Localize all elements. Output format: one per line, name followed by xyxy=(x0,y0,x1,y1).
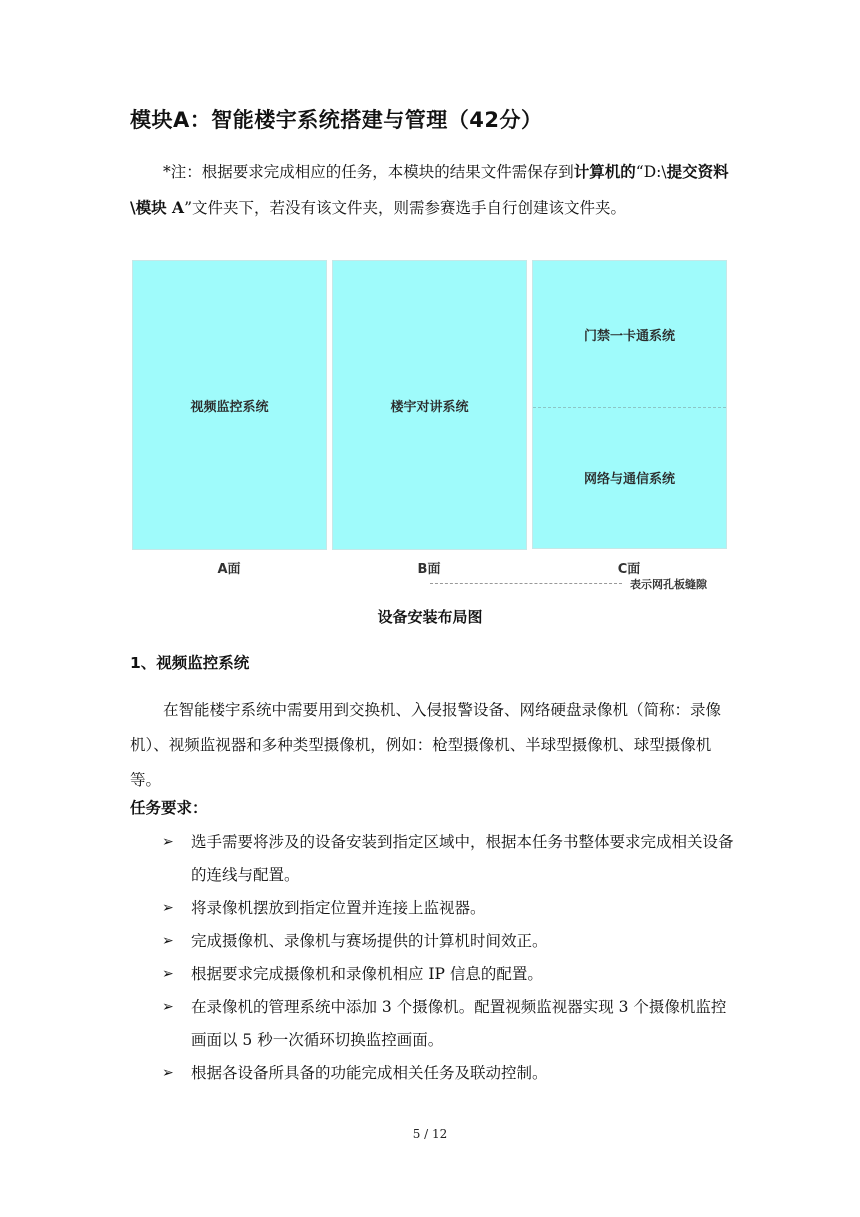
panel-b-label: 楼宇对讲系统 xyxy=(390,399,469,415)
list-item-text: 根据各设备所具备的功能完成相关任务及联动控制。 xyxy=(191,1064,548,1082)
legend-label: 表示网孔板缝隙 xyxy=(630,578,707,591)
list-item xyxy=(130,826,740,892)
note-bold-computer: 计算机的 xyxy=(573,162,636,181)
list-item-text: 在录像机的管理系统中添加 3 个摄像机。配置视频监视器实现 3 个摄像机监控画面以 5 秒一次循环切换监控画面。 xyxy=(191,998,727,1049)
list-item xyxy=(130,991,740,1057)
diagram-caption: 设备安装布局图 xyxy=(377,608,483,626)
arrow-bullet-icon: ➢ xyxy=(162,999,174,1015)
list-item xyxy=(130,958,740,991)
panel-b xyxy=(332,260,527,550)
page-number: 5 / 12 xyxy=(412,1127,448,1141)
note-path-start: “D:\ xyxy=(635,163,667,181)
face-b-label: B面 xyxy=(417,562,441,577)
list-item-text: 选手需要将涉及的设备安装到指定区域中，根据本任务书整体要求完成相关设备的连线与配置。 xyxy=(191,833,734,884)
panel-a-label: 视频监控系统 xyxy=(190,399,269,415)
list-item xyxy=(130,925,740,958)
arrow-bullet-icon: ➢ xyxy=(162,933,174,949)
arrow-bullet-icon: ➢ xyxy=(162,834,174,850)
section-paragraph xyxy=(130,693,730,798)
arrow-bullet-icon: ➢ xyxy=(162,1065,174,1081)
section-paragraph-text: 在智能楼宇系统中需要用到交换机、入侵报警设备、网络硬盘录像机（简称：录像机）、视频监视器和多种类型摄像机，例如：枪型摄像机、半球型摄像机、球型摄像机等。 xyxy=(130,701,722,789)
note-bold-path: 提交资料\模块 A xyxy=(130,162,729,217)
panel-c-bottom xyxy=(532,407,727,549)
face-c-label: C面 xyxy=(617,562,641,577)
list-item-text: 完成摄像机、录像机与赛场提供的计算机时间效正。 xyxy=(191,932,548,950)
list-item-text: 根据要求完成摄像机和录像机相应 IP 信息的配置。 xyxy=(191,965,543,983)
face-a-label: A面 xyxy=(217,562,241,577)
module-heading: 模块A：智能楼宇系统搭建与管理（42分） xyxy=(130,108,543,132)
panel-c-top-label: 门禁一卡通系统 xyxy=(583,328,675,344)
requirements-list xyxy=(130,826,740,1090)
panel-c-top xyxy=(532,260,727,407)
note-paragraph xyxy=(130,154,730,226)
note-prefix: *注：根据要求完成相应的任务，本模块的结果文件需保存到 xyxy=(163,163,574,181)
list-item-text: 将录像机摆放到指定位置并连接上监视器。 xyxy=(191,899,486,917)
arrow-bullet-icon: ➢ xyxy=(162,900,174,916)
arrow-bullet-icon: ➢ xyxy=(162,966,174,982)
requirements-title: 任务要求： xyxy=(130,799,208,817)
list-item xyxy=(130,1057,740,1090)
panel-gap-divider xyxy=(533,407,726,408)
panel-c-bottom-label: 网络与通信系统 xyxy=(583,472,675,487)
legend-dashed-line xyxy=(430,583,622,584)
list-item xyxy=(130,892,740,925)
note-suffix: ”文件夹下，若没有该文件夹，则需参赛选手自行创建该文件夹。 xyxy=(184,199,627,217)
panel-a xyxy=(132,260,327,550)
section-title: 1、视频监控系统 xyxy=(130,654,250,672)
